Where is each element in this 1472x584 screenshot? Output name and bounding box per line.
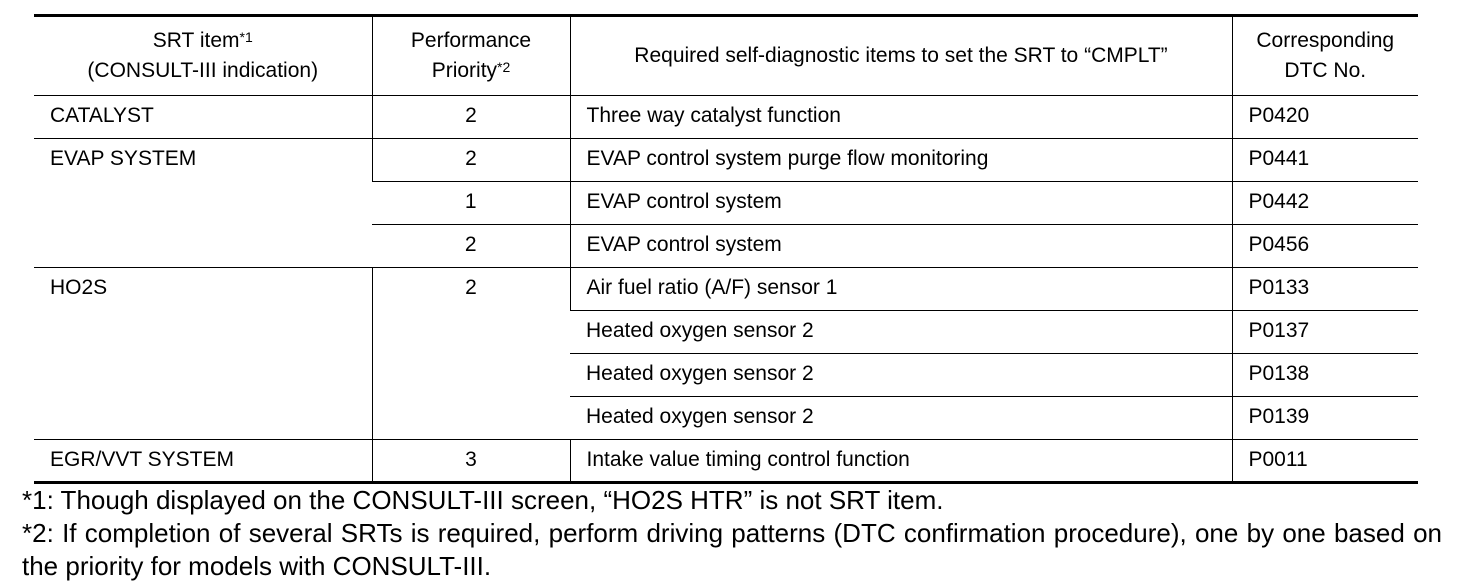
priority-cell: 3 — [372, 440, 570, 483]
dtc-cell: P0442 — [1232, 182, 1418, 225]
header-priority-line1: Performance — [410, 29, 532, 52]
header-srt-item-footnote-mark: *1 — [239, 29, 253, 45]
table-header-row — [34, 16, 1418, 96]
srt-table — [34, 14, 1418, 484]
dtc-cell: P0139 — [1232, 397, 1418, 440]
priority-cell: 2 — [372, 139, 570, 182]
header-priority — [372, 16, 570, 96]
header-priority-footnote-mark: *2 — [497, 59, 511, 75]
dtc-cell: P0133 — [1232, 268, 1418, 311]
dtc-cell: P0420 — [1232, 96, 1418, 139]
header-diagnostic-items — [570, 16, 1232, 96]
diagnostic-item-cell: EVAP control system purge flow monitoring — [570, 139, 1232, 182]
srt-item-cell: EGR/VVT SYSTEM — [34, 440, 372, 483]
table-row — [34, 268, 1418, 311]
diagnostic-item-cell: Heated oxygen sensor 2 — [570, 397, 1232, 440]
header-dtc — [1232, 16, 1418, 96]
table-row — [34, 96, 1418, 139]
diagnostic-item-cell: Heated oxygen sensor 2 — [570, 311, 1232, 354]
header-dtc-line1: Corresponding — [1256, 29, 1395, 52]
priority-cell: 1 — [372, 182, 570, 225]
diagnostic-item-cell: EVAP control system — [570, 182, 1232, 225]
header-srt-item — [34, 16, 372, 96]
priority-cell: 2 — [372, 268, 570, 440]
dtc-cell: P0138 — [1232, 354, 1418, 397]
header-priority-line2: Priority — [431, 59, 498, 82]
srt-item-cell: EVAP SYSTEM — [34, 139, 372, 268]
diagnostic-item-cell: EVAP control system — [570, 225, 1232, 268]
priority-cell: 2 — [372, 225, 570, 268]
srt-table-container — [34, 14, 1418, 484]
footnotes — [22, 484, 1442, 583]
srt-item-cell: HO2S — [34, 268, 372, 440]
header-dtc-line2: DTC No. — [1284, 59, 1367, 82]
dtc-cell: P0011 — [1232, 440, 1418, 483]
dtc-cell: P0456 — [1232, 225, 1418, 268]
srt-item-cell: CATALYST — [34, 96, 372, 139]
diagnostic-item-cell: Intake value timing control function — [570, 440, 1232, 483]
diagnostic-item-cell: Three way catalyst function — [570, 96, 1232, 139]
header-diagnostic-items-label: Required self-diagnostic items to set the SRT to “CMPLT” — [634, 44, 1168, 67]
dtc-cell: P0441 — [1232, 139, 1418, 182]
table-row — [34, 139, 1418, 182]
header-srt-item-sublabel: (CONSULT-III indication) — [87, 59, 319, 82]
footnote-1: *1: Though displayed on the CONSULT-III screen, “HO2S HTR” is not SRT item. — [22, 485, 944, 515]
header-srt-item-label: SRT item — [152, 29, 240, 52]
table-row — [34, 440, 1418, 483]
priority-cell: 2 — [372, 96, 570, 139]
dtc-cell: P0137 — [1232, 311, 1418, 354]
diagnostic-item-cell: Air fuel ratio (A/F) sensor 1 — [570, 268, 1232, 311]
diagnostic-item-cell: Heated oxygen sensor 2 — [570, 354, 1232, 397]
footnote-2: *2: If completion of several SRTs is required, perform driving patterns (DTC confirmation procedure), one by one based on the priority for models with CONSULT-III. — [22, 518, 1442, 581]
